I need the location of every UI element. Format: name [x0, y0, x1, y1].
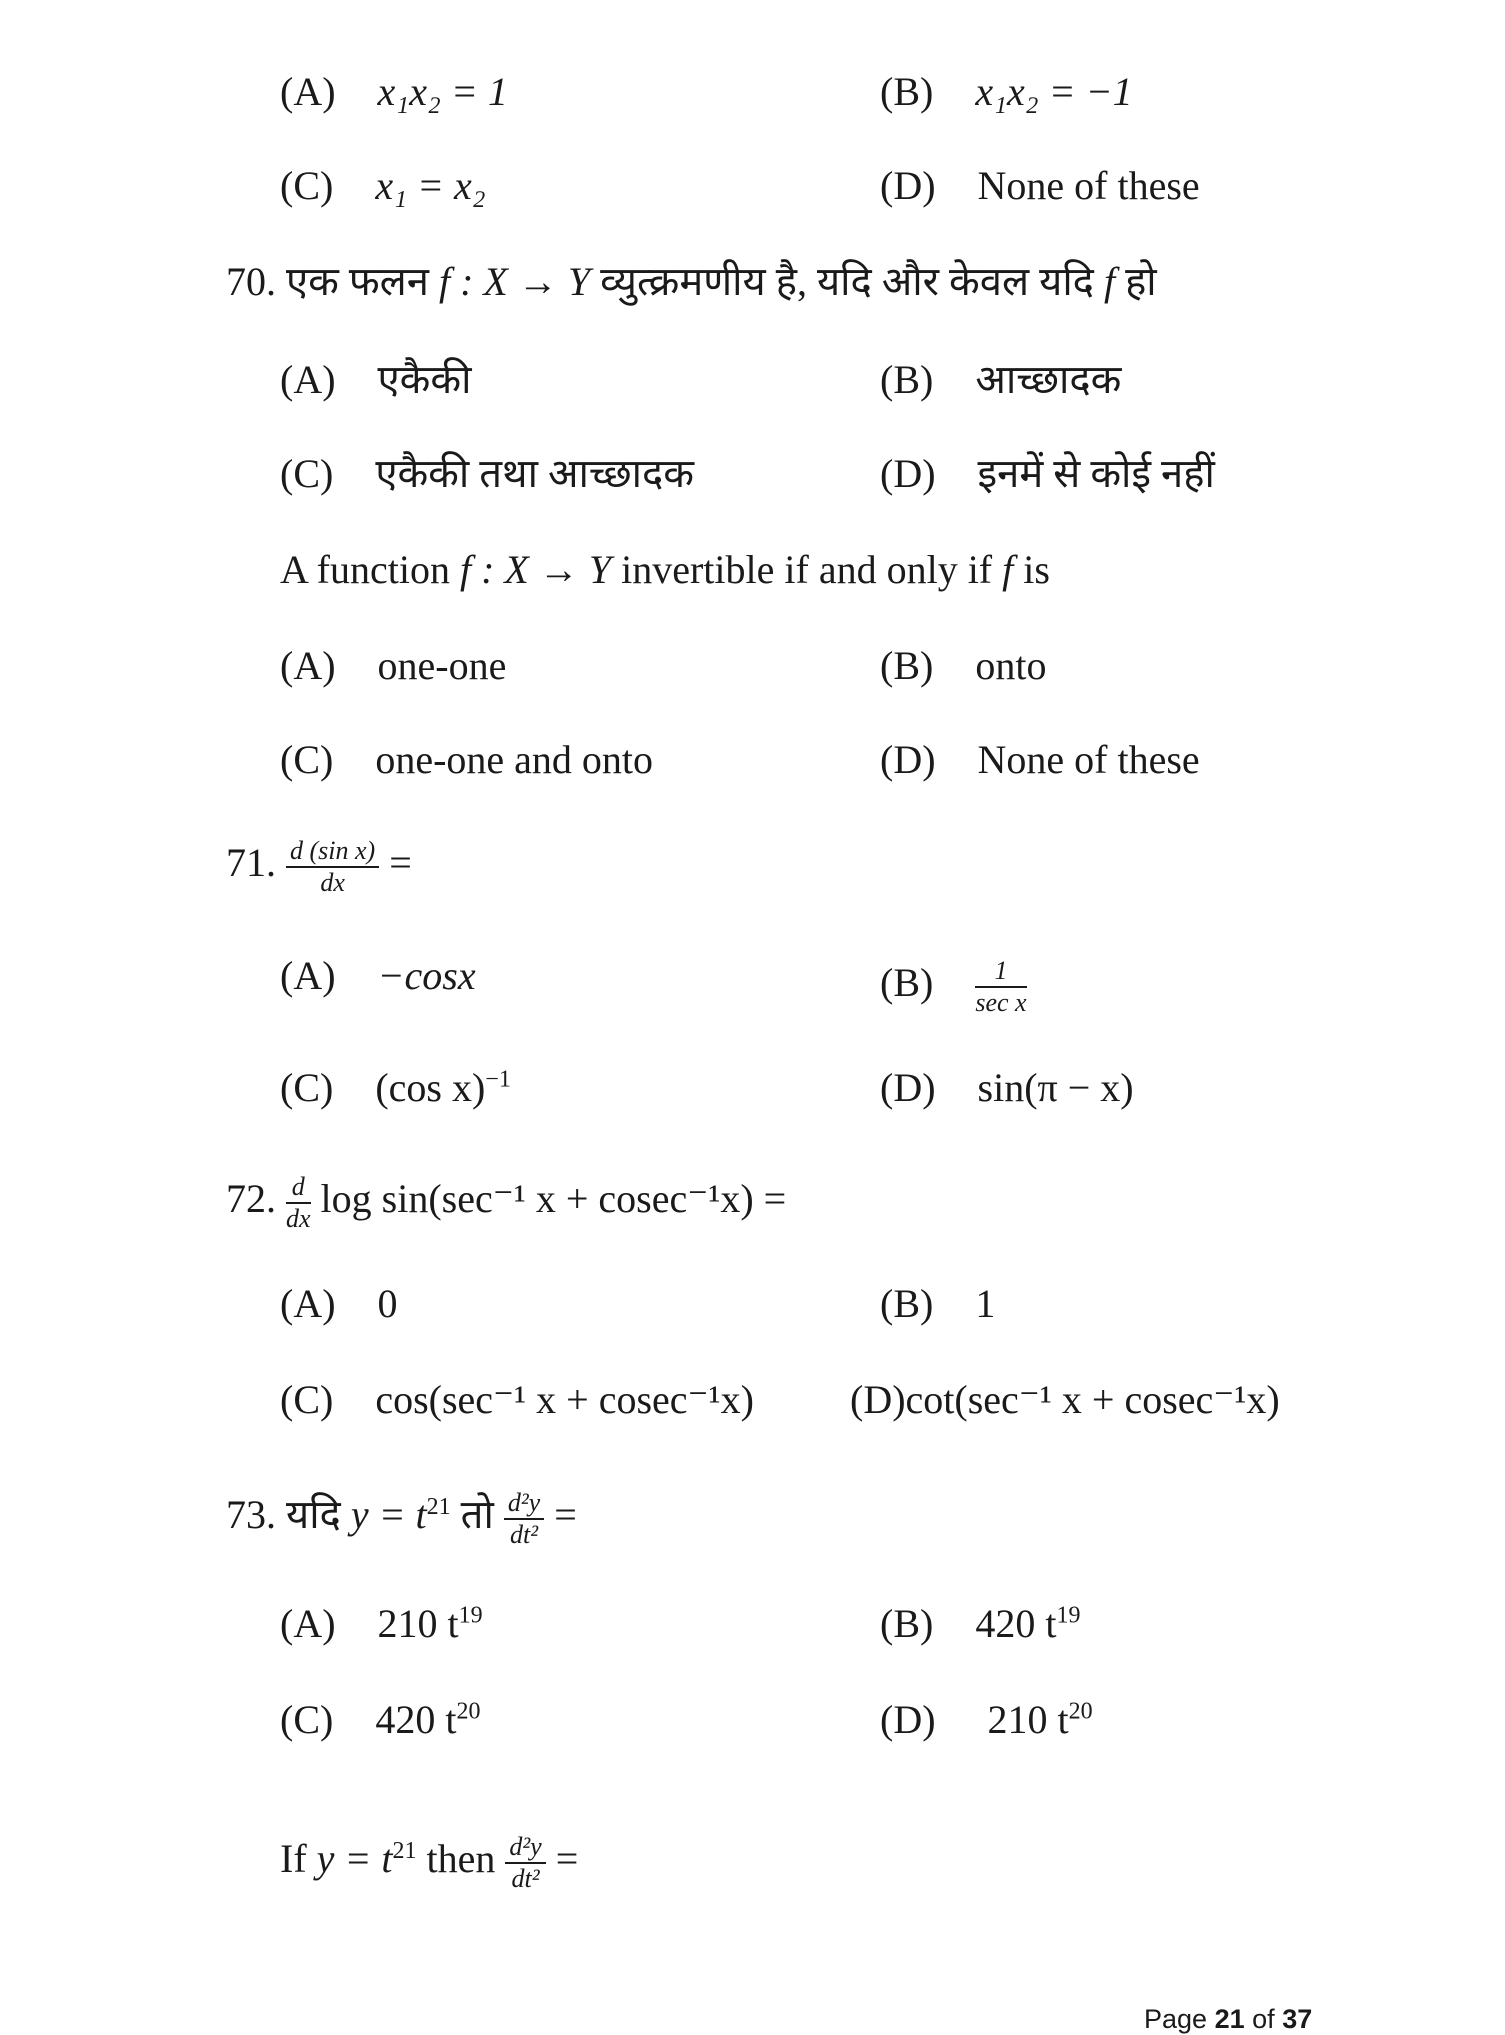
option-text: 1 [975, 1281, 996, 1326]
option-text: None of these [977, 737, 1200, 782]
option-text: 420 t [375, 1697, 457, 1742]
option-label: (A) [280, 69, 336, 114]
exponent: 21 [392, 1837, 417, 1864]
question-math: y = t [316, 1836, 393, 1882]
fraction-numerator: d [286, 1172, 311, 1204]
option-label: (D) [850, 1377, 906, 1422]
question-text-hindi: हो [1125, 259, 1157, 304]
option-label: (C) [280, 1065, 334, 1110]
q71-option-a [280, 952, 476, 1000]
option-label: (D) [880, 451, 936, 496]
option-label: (A) [280, 953, 336, 998]
option-label: (C) [280, 737, 334, 782]
q73-question-hindi [226, 1488, 577, 1550]
q73-option-b [880, 1600, 1080, 1648]
option-label: (B) [880, 69, 934, 114]
option-text: x₁x₂ = 1 [377, 69, 508, 114]
q73-option-a [280, 1600, 483, 1648]
question-number: 70. [226, 259, 276, 304]
fraction-numerator: d (sin x) [286, 836, 379, 868]
option-text: sin(π − x) [977, 1065, 1134, 1110]
q72-option-d [850, 1376, 1280, 1424]
q70-hi-option-b [880, 356, 1121, 404]
q69-option-c [280, 162, 486, 210]
q69-option-d [880, 162, 1200, 210]
question-expression: log sin(sec⁻¹ x + cosec⁻¹x) = [320, 1176, 787, 1222]
question-math: f : X → Y [439, 259, 591, 304]
fraction-denominator: dx [320, 868, 345, 897]
equals-sign: = [389, 840, 412, 886]
q69-option-b [880, 68, 1133, 116]
option-label: (C) [280, 451, 334, 496]
q69-option-a [280, 68, 508, 116]
option-text: 210 t [377, 1601, 459, 1646]
option-text: one-one and onto [375, 737, 654, 782]
question-math: y = t [350, 1492, 427, 1538]
fraction-numerator: d²y [504, 1488, 544, 1520]
option-text: एकैकी [377, 357, 472, 402]
option-label: (C) [280, 1377, 334, 1422]
question-text-hindi: यदि [286, 1492, 341, 1538]
option-text: एकैकी तथा आच्छादक [375, 451, 694, 496]
q71-option-b [880, 956, 1027, 1018]
option-text: 210 t [987, 1697, 1069, 1742]
question-text: invertible if and only if [621, 547, 993, 592]
option-text: None of these [977, 163, 1200, 208]
option-label: (B) [880, 357, 934, 402]
option-label: (C) [280, 163, 334, 208]
question-text-hindi: एक फलन [286, 259, 429, 304]
option-text: 420 t [975, 1601, 1057, 1646]
q72-option-b [880, 1280, 995, 1328]
q70-en-option-b [880, 642, 1046, 690]
q73-option-c [280, 1696, 480, 1744]
question-math: f [1103, 259, 1116, 304]
question-math: f : X → Y [459, 547, 612, 592]
option-label: (C) [280, 1697, 334, 1742]
option-text: आच्छादक [975, 357, 1122, 402]
derivative-fraction [286, 836, 379, 898]
q70-question-hindi [226, 258, 1157, 306]
q71-question [226, 836, 412, 898]
question-text: If [280, 1836, 307, 1882]
option-exponent: −1 [485, 1066, 511, 1093]
option-fraction [975, 956, 1026, 1018]
option-label: (B) [880, 643, 934, 688]
question-number: 72. [226, 1176, 276, 1222]
option-text: cot(sec⁻¹ x + cosec⁻¹x) [905, 1377, 1280, 1422]
option-label: (A) [280, 357, 336, 402]
q71-option-c [280, 1064, 511, 1112]
question-text-hindi: तो [460, 1492, 494, 1538]
fraction-numerator: 1 [975, 956, 1026, 988]
fraction-denominator: dx [286, 1204, 311, 1233]
option-text: one-one [377, 643, 507, 688]
second-derivative-fraction [505, 1832, 545, 1894]
page-word: Page [1144, 2004, 1208, 2034]
question-text: A function [280, 547, 450, 592]
option-text: x₁ = x₂ [375, 163, 486, 208]
option-text: cos(sec⁻¹ x + cosec⁻¹x) [375, 1377, 754, 1422]
fraction-denominator: dt² [511, 1864, 540, 1893]
q72-question [226, 1172, 786, 1234]
option-label: (B) [880, 1281, 934, 1326]
of-word: of [1252, 2004, 1275, 2034]
option-label: (B) [880, 1601, 934, 1646]
q73-option-d [880, 1696, 1093, 1744]
question-math: f [1002, 547, 1014, 592]
fraction-denominator: dt² [510, 1520, 539, 1549]
q71-option-d [880, 1064, 1134, 1112]
option-exponent: 19 [458, 1602, 483, 1629]
equals-sign: = [554, 1492, 577, 1538]
option-text: इनमें से कोई नहीं [977, 451, 1215, 496]
q70-en-option-a [280, 642, 506, 690]
option-exponent: 20 [456, 1698, 481, 1725]
option-text: x₁x₂ = −1 [975, 69, 1133, 114]
question-number: 71. [226, 840, 276, 886]
fraction-denominator: sec x [975, 988, 1027, 1017]
question-text: is [1023, 547, 1050, 592]
option-label: (D) [880, 163, 936, 208]
option-label: (D) [880, 1697, 936, 1742]
question-number: 73. [226, 1492, 276, 1538]
q70-en-option-d [880, 736, 1200, 784]
page-number: 21 [1214, 2004, 1245, 2034]
equals-sign: = [555, 1836, 579, 1882]
option-label: (D) [880, 1065, 936, 1110]
option-text: onto [975, 643, 1047, 688]
option-label: (B) [880, 960, 934, 1006]
derivative-fraction [286, 1172, 311, 1234]
fraction-numerator: d²y [505, 1832, 545, 1864]
option-label: (A) [280, 1281, 336, 1326]
q70-question-english [280, 546, 1050, 594]
option-text: −cosx [377, 953, 476, 998]
q70-hi-option-d [880, 450, 1215, 498]
option-label: (A) [280, 1601, 336, 1646]
question-text-hindi: व्युत्क्रमणीय है, यदि और केवल यदि [600, 259, 1094, 304]
q72-option-a [280, 1280, 398, 1328]
option-label: (A) [280, 643, 336, 688]
q70-hi-option-c [280, 450, 694, 498]
option-text: 0 [377, 1281, 398, 1326]
question-text: then [426, 1836, 496, 1882]
q70-en-option-c [280, 736, 653, 784]
q72-option-c [280, 1376, 754, 1424]
second-derivative-fraction [504, 1488, 544, 1550]
q70-hi-option-a [280, 356, 471, 404]
option-text: (cos x) [375, 1065, 486, 1110]
option-label: (D) [880, 737, 936, 782]
page-total: 37 [1282, 2004, 1313, 2034]
option-exponent: 19 [1056, 1602, 1081, 1629]
q73-question-english [280, 1832, 578, 1894]
exponent: 21 [426, 1493, 451, 1520]
page-footer [1144, 2004, 1312, 2035]
option-exponent: 20 [1068, 1698, 1093, 1725]
